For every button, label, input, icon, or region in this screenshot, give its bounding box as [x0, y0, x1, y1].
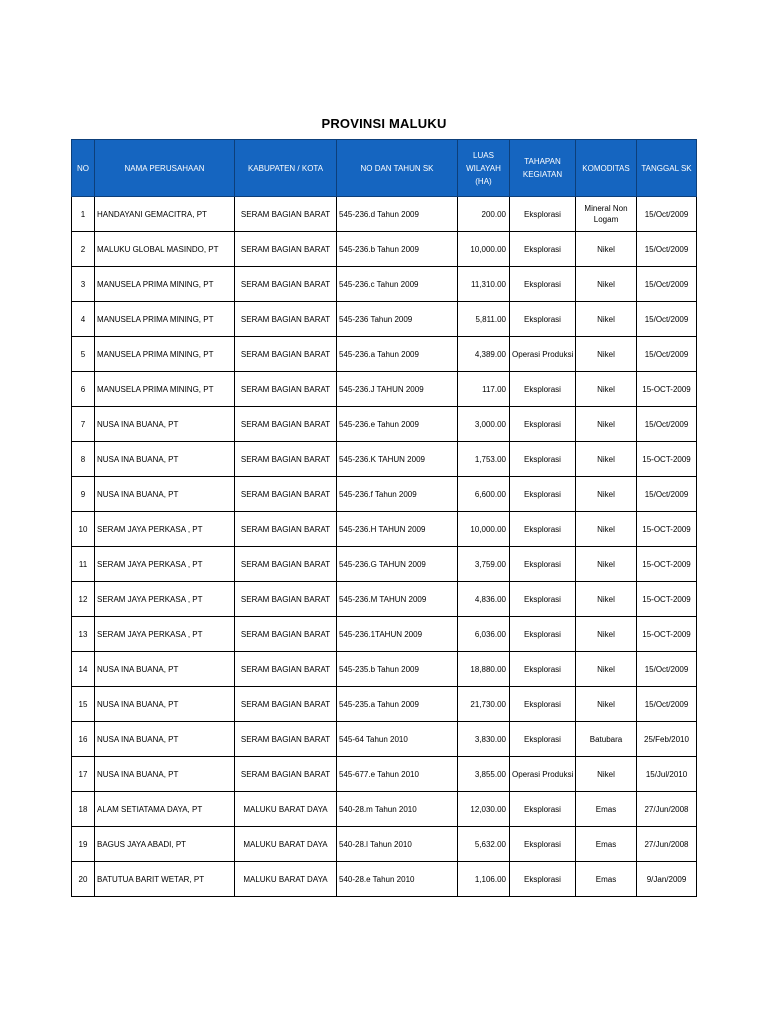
cell-nama-perusahaan: MANUSELA PRIMA MINING, PT	[95, 337, 235, 372]
cell-nama-perusahaan: NUSA INA BUANA, PT	[95, 687, 235, 722]
header-tahapan-kegiatan: TAHAPAN KEGIATAN	[510, 140, 576, 197]
cell-luas-wilayah: 21,730.00	[458, 687, 510, 722]
page-title: PROVINSI MALUKU	[321, 116, 447, 131]
cell-komoditas: Nikel	[576, 582, 637, 617]
cell-no: 3	[72, 267, 95, 302]
table-row	[72, 302, 697, 337]
cell-luas-wilayah: 3,830.00	[458, 722, 510, 757]
cell-no: 12	[72, 582, 95, 617]
cell-tahapan-kegiatan: Eksplorasi	[510, 407, 576, 442]
table-row	[72, 687, 697, 722]
cell-no: 17	[72, 757, 95, 792]
cell-no-dan-tahun-sk: 545-236.M TAHUN 2009	[337, 582, 458, 617]
table-row	[72, 442, 697, 477]
cell-tahapan-kegiatan: Eksplorasi	[510, 687, 576, 722]
cell-tanggal-sk: 27/Jun/2008	[637, 792, 697, 827]
cell-luas-wilayah: 12,030.00	[458, 792, 510, 827]
cell-no-dan-tahun-sk: 545-236.f Tahun 2009	[337, 477, 458, 512]
cell-nama-perusahaan: SERAM JAYA PERKASA , PT	[95, 617, 235, 652]
table-row	[72, 267, 697, 302]
cell-kabupaten-kota: SERAM BAGIAN BARAT	[235, 337, 337, 372]
cell-kabupaten-kota: SERAM BAGIAN BARAT	[235, 582, 337, 617]
cell-komoditas: Batubara	[576, 722, 637, 757]
header-luas-wilayah: LUAS WILAYAH (HA)	[458, 140, 510, 197]
header-nama-perusahaan: NAMA PERUSAHAAN	[95, 140, 235, 197]
cell-tahapan-kegiatan: Operasi Produksi	[510, 337, 576, 372]
cell-nama-perusahaan: HANDAYANI GEMACITRA, PT	[95, 197, 235, 232]
cell-tahapan-kegiatan: Eksplorasi	[510, 547, 576, 582]
cell-nama-perusahaan: NUSA INA BUANA, PT	[95, 757, 235, 792]
company-table	[71, 139, 697, 897]
cell-kabupaten-kota: SERAM BAGIAN BARAT	[235, 197, 337, 232]
cell-nama-perusahaan: MANUSELA PRIMA MINING, PT	[95, 302, 235, 337]
cell-no: 10	[72, 512, 95, 547]
cell-kabupaten-kota: SERAM BAGIAN BARAT	[235, 232, 337, 267]
table-row	[72, 512, 697, 547]
cell-luas-wilayah: 4,836.00	[458, 582, 510, 617]
cell-kabupaten-kota: SERAM BAGIAN BARAT	[235, 442, 337, 477]
cell-tahapan-kegiatan: Eksplorasi	[510, 617, 576, 652]
cell-tanggal-sk: 15/Oct/2009	[637, 337, 697, 372]
cell-no: 7	[72, 407, 95, 442]
cell-no: 6	[72, 372, 95, 407]
cell-komoditas: Nikel	[576, 687, 637, 722]
cell-no-dan-tahun-sk: 545-236.J TAHUN 2009	[337, 372, 458, 407]
cell-nama-perusahaan: MALUKU GLOBAL MASINDO, PT	[95, 232, 235, 267]
cell-tanggal-sk: 15/Oct/2009	[637, 232, 697, 267]
cell-kabupaten-kota: SERAM BAGIAN BARAT	[235, 407, 337, 442]
table-row	[72, 232, 697, 267]
cell-tanggal-sk: 15/Oct/2009	[637, 652, 697, 687]
cell-tahapan-kegiatan: Eksplorasi	[510, 582, 576, 617]
cell-komoditas: Nikel	[576, 477, 637, 512]
cell-tanggal-sk: 15/Oct/2009	[637, 407, 697, 442]
cell-komoditas: Nikel	[576, 267, 637, 302]
cell-nama-perusahaan: BATUTUA BARIT WETAR, PT	[95, 862, 235, 897]
cell-tahapan-kegiatan: Eksplorasi	[510, 372, 576, 407]
cell-tanggal-sk: 15/Jul/2010	[637, 757, 697, 792]
cell-no: 5	[72, 337, 95, 372]
cell-komoditas: Nikel	[576, 337, 637, 372]
cell-tahapan-kegiatan: Eksplorasi	[510, 302, 576, 337]
cell-tahapan-kegiatan: Eksplorasi	[510, 197, 576, 232]
cell-no-dan-tahun-sk: 545-236.G TAHUN 2009	[337, 547, 458, 582]
header-komoditas: KOMODITAS	[576, 140, 637, 197]
table-row	[72, 337, 697, 372]
cell-kabupaten-kota: SERAM BAGIAN BARAT	[235, 722, 337, 757]
cell-luas-wilayah: 117.00	[458, 372, 510, 407]
cell-no: 16	[72, 722, 95, 757]
table-row	[72, 617, 697, 652]
cell-komoditas: Nikel	[576, 617, 637, 652]
cell-no-dan-tahun-sk: 545-236.b Tahun 2009	[337, 232, 458, 267]
cell-komoditas: Emas	[576, 862, 637, 897]
cell-nama-perusahaan: SERAM JAYA PERKASA , PT	[95, 582, 235, 617]
cell-no: 11	[72, 547, 95, 582]
cell-kabupaten-kota: SERAM BAGIAN BARAT	[235, 757, 337, 792]
cell-tanggal-sk: 15-OCT-2009	[637, 582, 697, 617]
cell-tahapan-kegiatan: Operasi Produksi	[510, 757, 576, 792]
table-row	[72, 547, 697, 582]
cell-no-dan-tahun-sk: 545-236.c Tahun 2009	[337, 267, 458, 302]
cell-nama-perusahaan: SERAM JAYA PERKASA , PT	[95, 547, 235, 582]
cell-kabupaten-kota: SERAM BAGIAN BARAT	[235, 477, 337, 512]
cell-no: 13	[72, 617, 95, 652]
cell-komoditas: Mineral Non Logam	[576, 197, 637, 232]
cell-no-dan-tahun-sk: 545-236.H TAHUN 2009	[337, 512, 458, 547]
cell-tanggal-sk: 15-OCT-2009	[637, 442, 697, 477]
header-no-dan-tahun-sk: NO DAN TAHUN SK	[337, 140, 458, 197]
cell-nama-perusahaan: ALAM SETIATAMA DAYA, PT	[95, 792, 235, 827]
cell-nama-perusahaan: MANUSELA PRIMA MINING, PT	[95, 372, 235, 407]
cell-luas-wilayah: 10,000.00	[458, 512, 510, 547]
cell-no-dan-tahun-sk: 545-677.e Tahun 2010	[337, 757, 458, 792]
cell-nama-perusahaan: NUSA INA BUANA, PT	[95, 407, 235, 442]
cell-tahapan-kegiatan: Eksplorasi	[510, 827, 576, 862]
cell-kabupaten-kota: SERAM BAGIAN BARAT	[235, 372, 337, 407]
table-row	[72, 407, 697, 442]
cell-no-dan-tahun-sk: 545-236.a Tahun 2009	[337, 337, 458, 372]
cell-no: 4	[72, 302, 95, 337]
table-row	[72, 827, 697, 862]
cell-komoditas: Nikel	[576, 652, 637, 687]
cell-no: 15	[72, 687, 95, 722]
cell-tahapan-kegiatan: Eksplorasi	[510, 267, 576, 302]
cell-nama-perusahaan: SERAM JAYA PERKASA , PT	[95, 512, 235, 547]
cell-no-dan-tahun-sk: 545-236.d Tahun 2009	[337, 197, 458, 232]
cell-tahapan-kegiatan: Eksplorasi	[510, 232, 576, 267]
cell-kabupaten-kota: SERAM BAGIAN BARAT	[235, 652, 337, 687]
cell-no: 14	[72, 652, 95, 687]
cell-kabupaten-kota: SERAM BAGIAN BARAT	[235, 267, 337, 302]
cell-luas-wilayah: 11,310.00	[458, 267, 510, 302]
table-row	[72, 792, 697, 827]
table-row	[72, 477, 697, 512]
cell-no-dan-tahun-sk: 540-28.m Tahun 2010	[337, 792, 458, 827]
cell-komoditas: Nikel	[576, 302, 637, 337]
cell-kabupaten-kota: MALUKU BARAT DAYA	[235, 827, 337, 862]
cell-tanggal-sk: 15/Oct/2009	[637, 267, 697, 302]
cell-no: 19	[72, 827, 95, 862]
cell-nama-perusahaan: NUSA INA BUANA, PT	[95, 477, 235, 512]
cell-luas-wilayah: 5,811.00	[458, 302, 510, 337]
cell-komoditas: Nikel	[576, 757, 637, 792]
cell-luas-wilayah: 200.00	[458, 197, 510, 232]
cell-kabupaten-kota: MALUKU BARAT DAYA	[235, 792, 337, 827]
cell-luas-wilayah: 1,106.00	[458, 862, 510, 897]
cell-tahapan-kegiatan: Eksplorasi	[510, 477, 576, 512]
cell-nama-perusahaan: NUSA INA BUANA, PT	[95, 652, 235, 687]
header-kabupaten-kota: KABUPATEN / KOTA	[235, 140, 337, 197]
cell-kabupaten-kota: SERAM BAGIAN BARAT	[235, 302, 337, 337]
cell-no: 2	[72, 232, 95, 267]
cell-kabupaten-kota: SERAM BAGIAN BARAT	[235, 617, 337, 652]
cell-luas-wilayah: 10,000.00	[458, 232, 510, 267]
cell-tanggal-sk: 15/Oct/2009	[637, 302, 697, 337]
cell-komoditas: Nikel	[576, 512, 637, 547]
table-row	[72, 582, 697, 617]
cell-no: 18	[72, 792, 95, 827]
cell-no: 8	[72, 442, 95, 477]
cell-luas-wilayah: 3,855.00	[458, 757, 510, 792]
cell-tanggal-sk: 25/Feb/2010	[637, 722, 697, 757]
cell-nama-perusahaan: MANUSELA PRIMA MINING, PT	[95, 267, 235, 302]
cell-komoditas: Nikel	[576, 442, 637, 477]
cell-komoditas: Emas	[576, 827, 637, 862]
cell-tanggal-sk: 15/Oct/2009	[637, 477, 697, 512]
cell-tahapan-kegiatan: Eksplorasi	[510, 792, 576, 827]
cell-komoditas: Nikel	[576, 547, 637, 582]
cell-nama-perusahaan: NUSA INA BUANA, PT	[95, 722, 235, 757]
header-no: NO	[72, 140, 95, 197]
cell-no-dan-tahun-sk: 540-28.l Tahun 2010	[337, 827, 458, 862]
cell-komoditas: Nikel	[576, 232, 637, 267]
cell-tahapan-kegiatan: Eksplorasi	[510, 652, 576, 687]
cell-luas-wilayah: 1,753.00	[458, 442, 510, 477]
cell-no-dan-tahun-sk: 540-28.e Tahun 2010	[337, 862, 458, 897]
table-row	[72, 757, 697, 792]
table-row	[72, 722, 697, 757]
cell-tahapan-kegiatan: Eksplorasi	[510, 442, 576, 477]
cell-tanggal-sk: 15-OCT-2009	[637, 372, 697, 407]
cell-no-dan-tahun-sk: 545-235.a Tahun 2009	[337, 687, 458, 722]
cell-luas-wilayah: 4,389.00	[458, 337, 510, 372]
cell-no-dan-tahun-sk: 545-236.e Tahun 2009	[337, 407, 458, 442]
cell-komoditas: Emas	[576, 792, 637, 827]
cell-tanggal-sk: 9/Jan/2009	[637, 862, 697, 897]
header-tanggal-sk: TANGGAL SK	[637, 140, 697, 197]
cell-tanggal-sk: 15-OCT-2009	[637, 512, 697, 547]
cell-komoditas: Nikel	[576, 407, 637, 442]
cell-no-dan-tahun-sk: 545-236.1TAHUN 2009	[337, 617, 458, 652]
cell-no-dan-tahun-sk: 545-235.b Tahun 2009	[337, 652, 458, 687]
cell-kabupaten-kota: MALUKU BARAT DAYA	[235, 862, 337, 897]
cell-tahapan-kegiatan: Eksplorasi	[510, 862, 576, 897]
cell-tanggal-sk: 15/Oct/2009	[637, 687, 697, 722]
cell-komoditas: Nikel	[576, 372, 637, 407]
cell-tanggal-sk: 15/Oct/2009	[637, 197, 697, 232]
cell-no-dan-tahun-sk: 545-64 Tahun 2010	[337, 722, 458, 757]
cell-kabupaten-kota: SERAM BAGIAN BARAT	[235, 687, 337, 722]
cell-no: 9	[72, 477, 95, 512]
cell-no: 20	[72, 862, 95, 897]
cell-no-dan-tahun-sk: 545-236 Tahun 2009	[337, 302, 458, 337]
cell-tanggal-sk: 15-OCT-2009	[637, 617, 697, 652]
cell-luas-wilayah: 5,632.00	[458, 827, 510, 862]
cell-kabupaten-kota: SERAM BAGIAN BARAT	[235, 512, 337, 547]
cell-nama-perusahaan: NUSA INA BUANA, PT	[95, 442, 235, 477]
cell-luas-wilayah: 3,000.00	[458, 407, 510, 442]
table-header-row	[72, 140, 697, 197]
cell-luas-wilayah: 6,036.00	[458, 617, 510, 652]
table-row	[72, 652, 697, 687]
cell-tahapan-kegiatan: Eksplorasi	[510, 512, 576, 547]
cell-luas-wilayah: 6,600.00	[458, 477, 510, 512]
cell-tanggal-sk: 27/Jun/2008	[637, 827, 697, 862]
cell-luas-wilayah: 3,759.00	[458, 547, 510, 582]
cell-nama-perusahaan: BAGUS JAYA ABADI, PT	[95, 827, 235, 862]
table-row	[72, 372, 697, 407]
cell-tahapan-kegiatan: Eksplorasi	[510, 722, 576, 757]
table-row	[72, 197, 697, 232]
cell-no: 1	[72, 197, 95, 232]
cell-tanggal-sk: 15-OCT-2009	[637, 547, 697, 582]
table-row	[72, 862, 697, 897]
cell-luas-wilayah: 18,880.00	[458, 652, 510, 687]
cell-no-dan-tahun-sk: 545-236.K TAHUN 2009	[337, 442, 458, 477]
cell-kabupaten-kota: SERAM BAGIAN BARAT	[235, 547, 337, 582]
